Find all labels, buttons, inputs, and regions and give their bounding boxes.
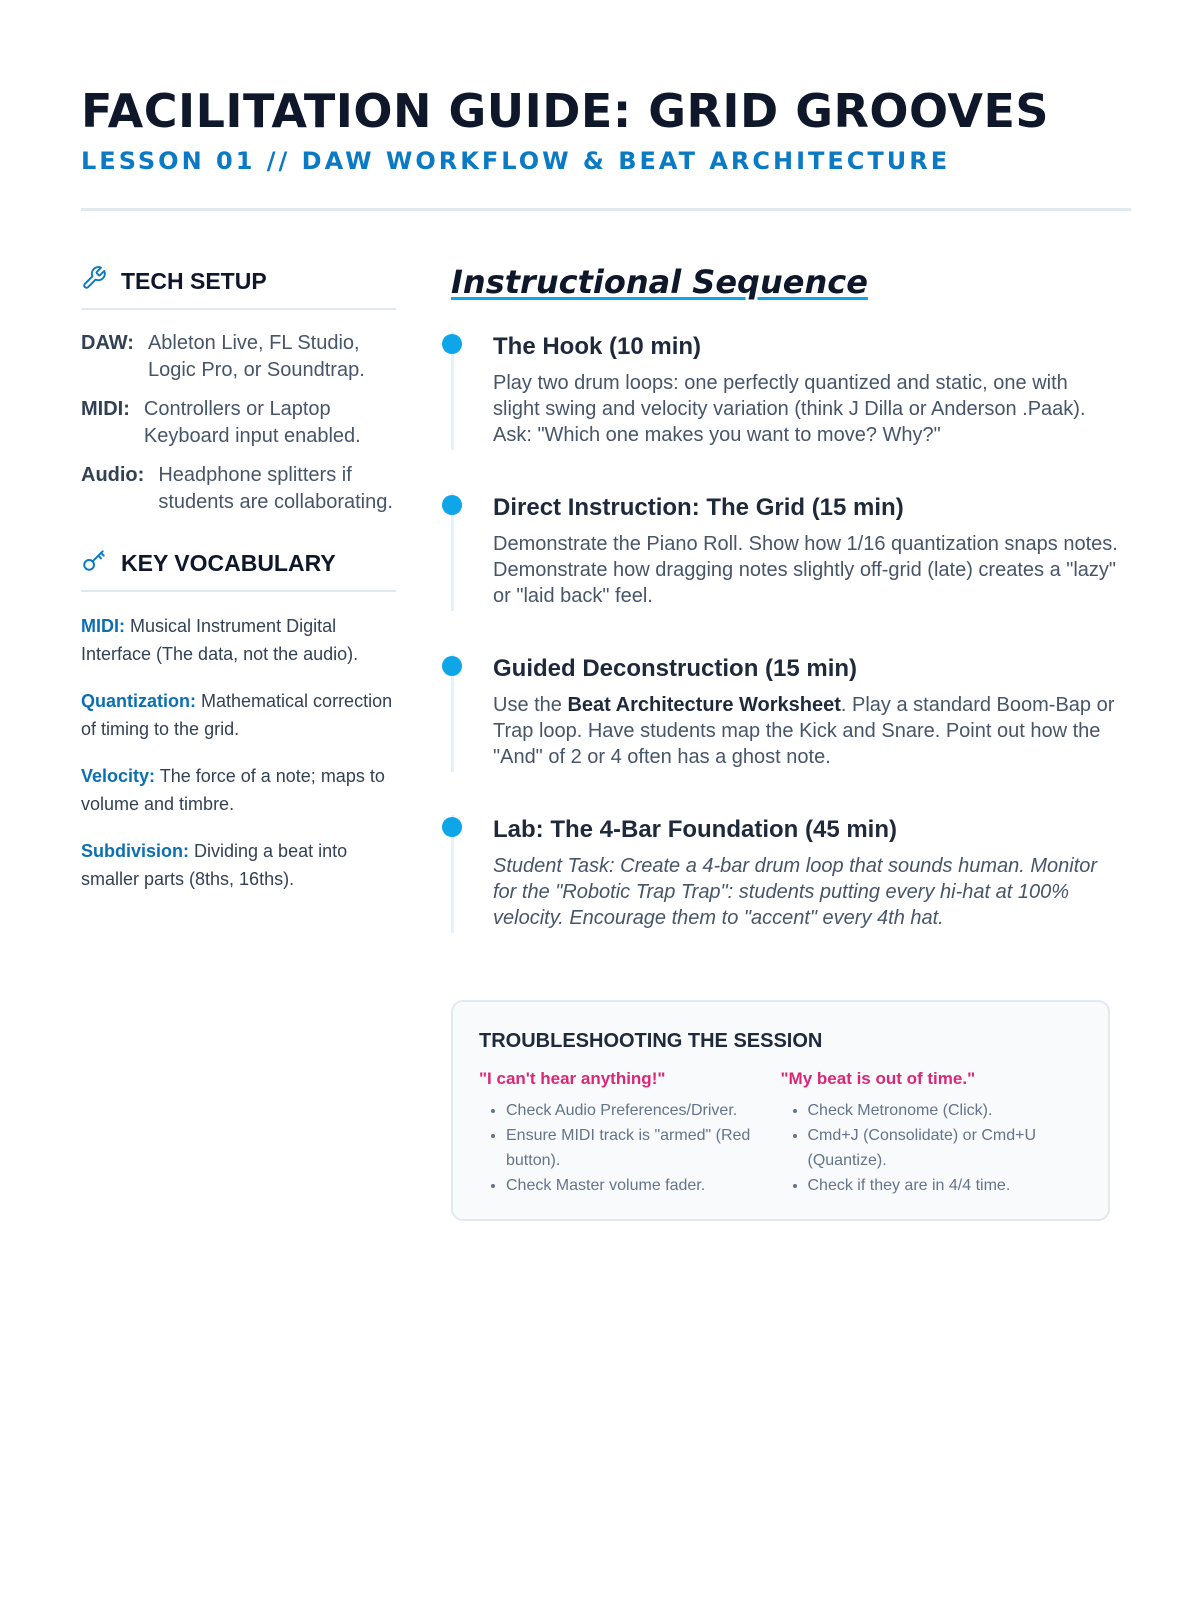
timeline-step: [451, 493, 1131, 654]
vocabulary-definition: The force of a note; maps to volume and timbre.: [81, 766, 385, 814]
vocabulary-item: [81, 837, 396, 893]
vocabulary-item: [81, 687, 396, 743]
sequence-heading: Instructional Sequence: [451, 263, 868, 301]
fix-item: • Check Master volume fader.: [506, 1173, 781, 1198]
fix-item: • Check Audio Preferences/Driver.: [506, 1098, 781, 1123]
vocabulary-term: Velocity:: [81, 766, 156, 786]
issue-title: "I can't hear anything!": [479, 1069, 666, 1088]
tech-setup-item: [81, 462, 396, 516]
fix-item: • Check Metronome (Click).: [808, 1098, 1083, 1123]
page-subtitle: LESSON 01 // DAW WORKFLOW & BEAT ARCHITECTURE: [81, 147, 951, 175]
vocabulary-definition: Musical Instrument Digital Interface (The data, not the audio).: [81, 616, 359, 664]
tech-setup-heading: [81, 264, 396, 310]
tech-setup-value: Controllers or Laptop Keyboard input enabled.: [143, 398, 361, 447]
vocabulary-term: Subdivision:: [81, 841, 189, 861]
troubleshooting-issue: [479, 1068, 781, 1198]
troubleshooting-issue: [781, 1068, 1083, 1198]
key-vocabulary-heading: [81, 546, 396, 592]
step-body: Student Task: Create a 4-bar drum loop that sounds human. Monitor for the "Robotic Trap Trap": students putting every hi-hat at 100% velocity. Encourage them to "accent" every 4th hat.: [493, 855, 1098, 929]
main-column: [451, 262, 1131, 929]
timeline-dot: [442, 495, 462, 515]
timeline-step: [451, 815, 1131, 976]
vocabulary-definition: Mathematical correction of timing to the grid.: [81, 691, 393, 739]
tech-setup-value: Ableton Live, FL Studio, Logic Pro, or Soundtrap.: [147, 332, 365, 381]
tech-setup-item: [81, 396, 396, 450]
step-title: Direct Instruction: The Grid (15 min): [493, 494, 904, 521]
fix-list: [479, 1098, 781, 1198]
step-body: Demonstrate the Piano Roll. Show how 1/16 quantization snaps notes. Demonstrate how dragging notes slightly off-grid (late) creates a "lazy" or "laid back" feel.: [493, 533, 1118, 607]
tech-setup-heading-label: TECH SETUP: [121, 267, 267, 294]
timeline: [451, 332, 1131, 976]
tech-setup-list: [81, 330, 396, 516]
vocabulary-item: [81, 612, 396, 668]
step-title: The Hook (10 min): [493, 333, 702, 360]
fix-list: [781, 1098, 1083, 1198]
page-title: FACILITATION GUIDE: GRID GROOVES: [81, 84, 1050, 138]
header-divider: [81, 208, 1131, 211]
fix-item: • Ensure MIDI track is "armed" (Red button).: [506, 1123, 781, 1173]
key-icon: [81, 547, 107, 579]
tech-setup-value: Headphone splitters if students are collaborating.: [158, 464, 393, 513]
timeline-dot: [442, 817, 462, 837]
timeline-step: [451, 332, 1131, 493]
timeline-dot: [442, 334, 462, 354]
step-body: Play two drum loops: one perfectly quantized and static, one with slight swing and velocity variation (think J Dilla or Anderson .Paak). Ask: "Which one makes you want to move? Why?": [493, 372, 1086, 446]
vocabulary-item: [81, 762, 396, 818]
step-title: Guided Deconstruction (15 min): [493, 655, 858, 682]
tech-setup-key: MIDI:: [81, 398, 130, 420]
vocabulary-term: Quantization:: [81, 691, 196, 711]
tech-setup-item: [81, 330, 396, 384]
tech-setup-key: Audio:: [81, 464, 145, 486]
troubleshooting-box: [451, 1000, 1110, 1221]
vocabulary-definition: Dividing a beat into smaller parts (8ths, 16ths).: [81, 841, 348, 889]
step-body: [493, 692, 1118, 770]
step-title: Lab: The 4-Bar Foundation (45 min): [493, 816, 898, 843]
sidebar: [81, 264, 396, 912]
fix-item: • Check if they are in 4/4 time.: [808, 1173, 1083, 1198]
timeline-dot: [442, 656, 462, 676]
vocabulary-list: [81, 612, 396, 893]
wrench-icon: [81, 265, 107, 297]
troubleshooting-heading: TROUBLESHOOTING THE SESSION: [479, 1030, 823, 1052]
tech-setup-key: DAW:: [81, 332, 134, 354]
worksheet-name: Beat Architecture Worksheet: [567, 694, 841, 716]
key-vocabulary-heading-label: KEY VOCABULARY: [121, 549, 336, 576]
timeline-step: [451, 654, 1131, 815]
fix-item: • Cmd+J (Consolidate) or Cmd+U (Quantize).: [808, 1123, 1083, 1173]
issue-title: "My beat is out of time.": [780, 1069, 976, 1088]
troubleshooting-columns: [479, 1068, 1082, 1198]
step-body-text: . Play a standard Boom-Bap or Trap loop. Have students map the Kick and Snare. Point out how the "And" of 2 or 4 often has a ghost note.: [493, 694, 1115, 768]
vocabulary-term: MIDI:: [81, 616, 125, 636]
step-body-text: Use the: [493, 694, 568, 716]
